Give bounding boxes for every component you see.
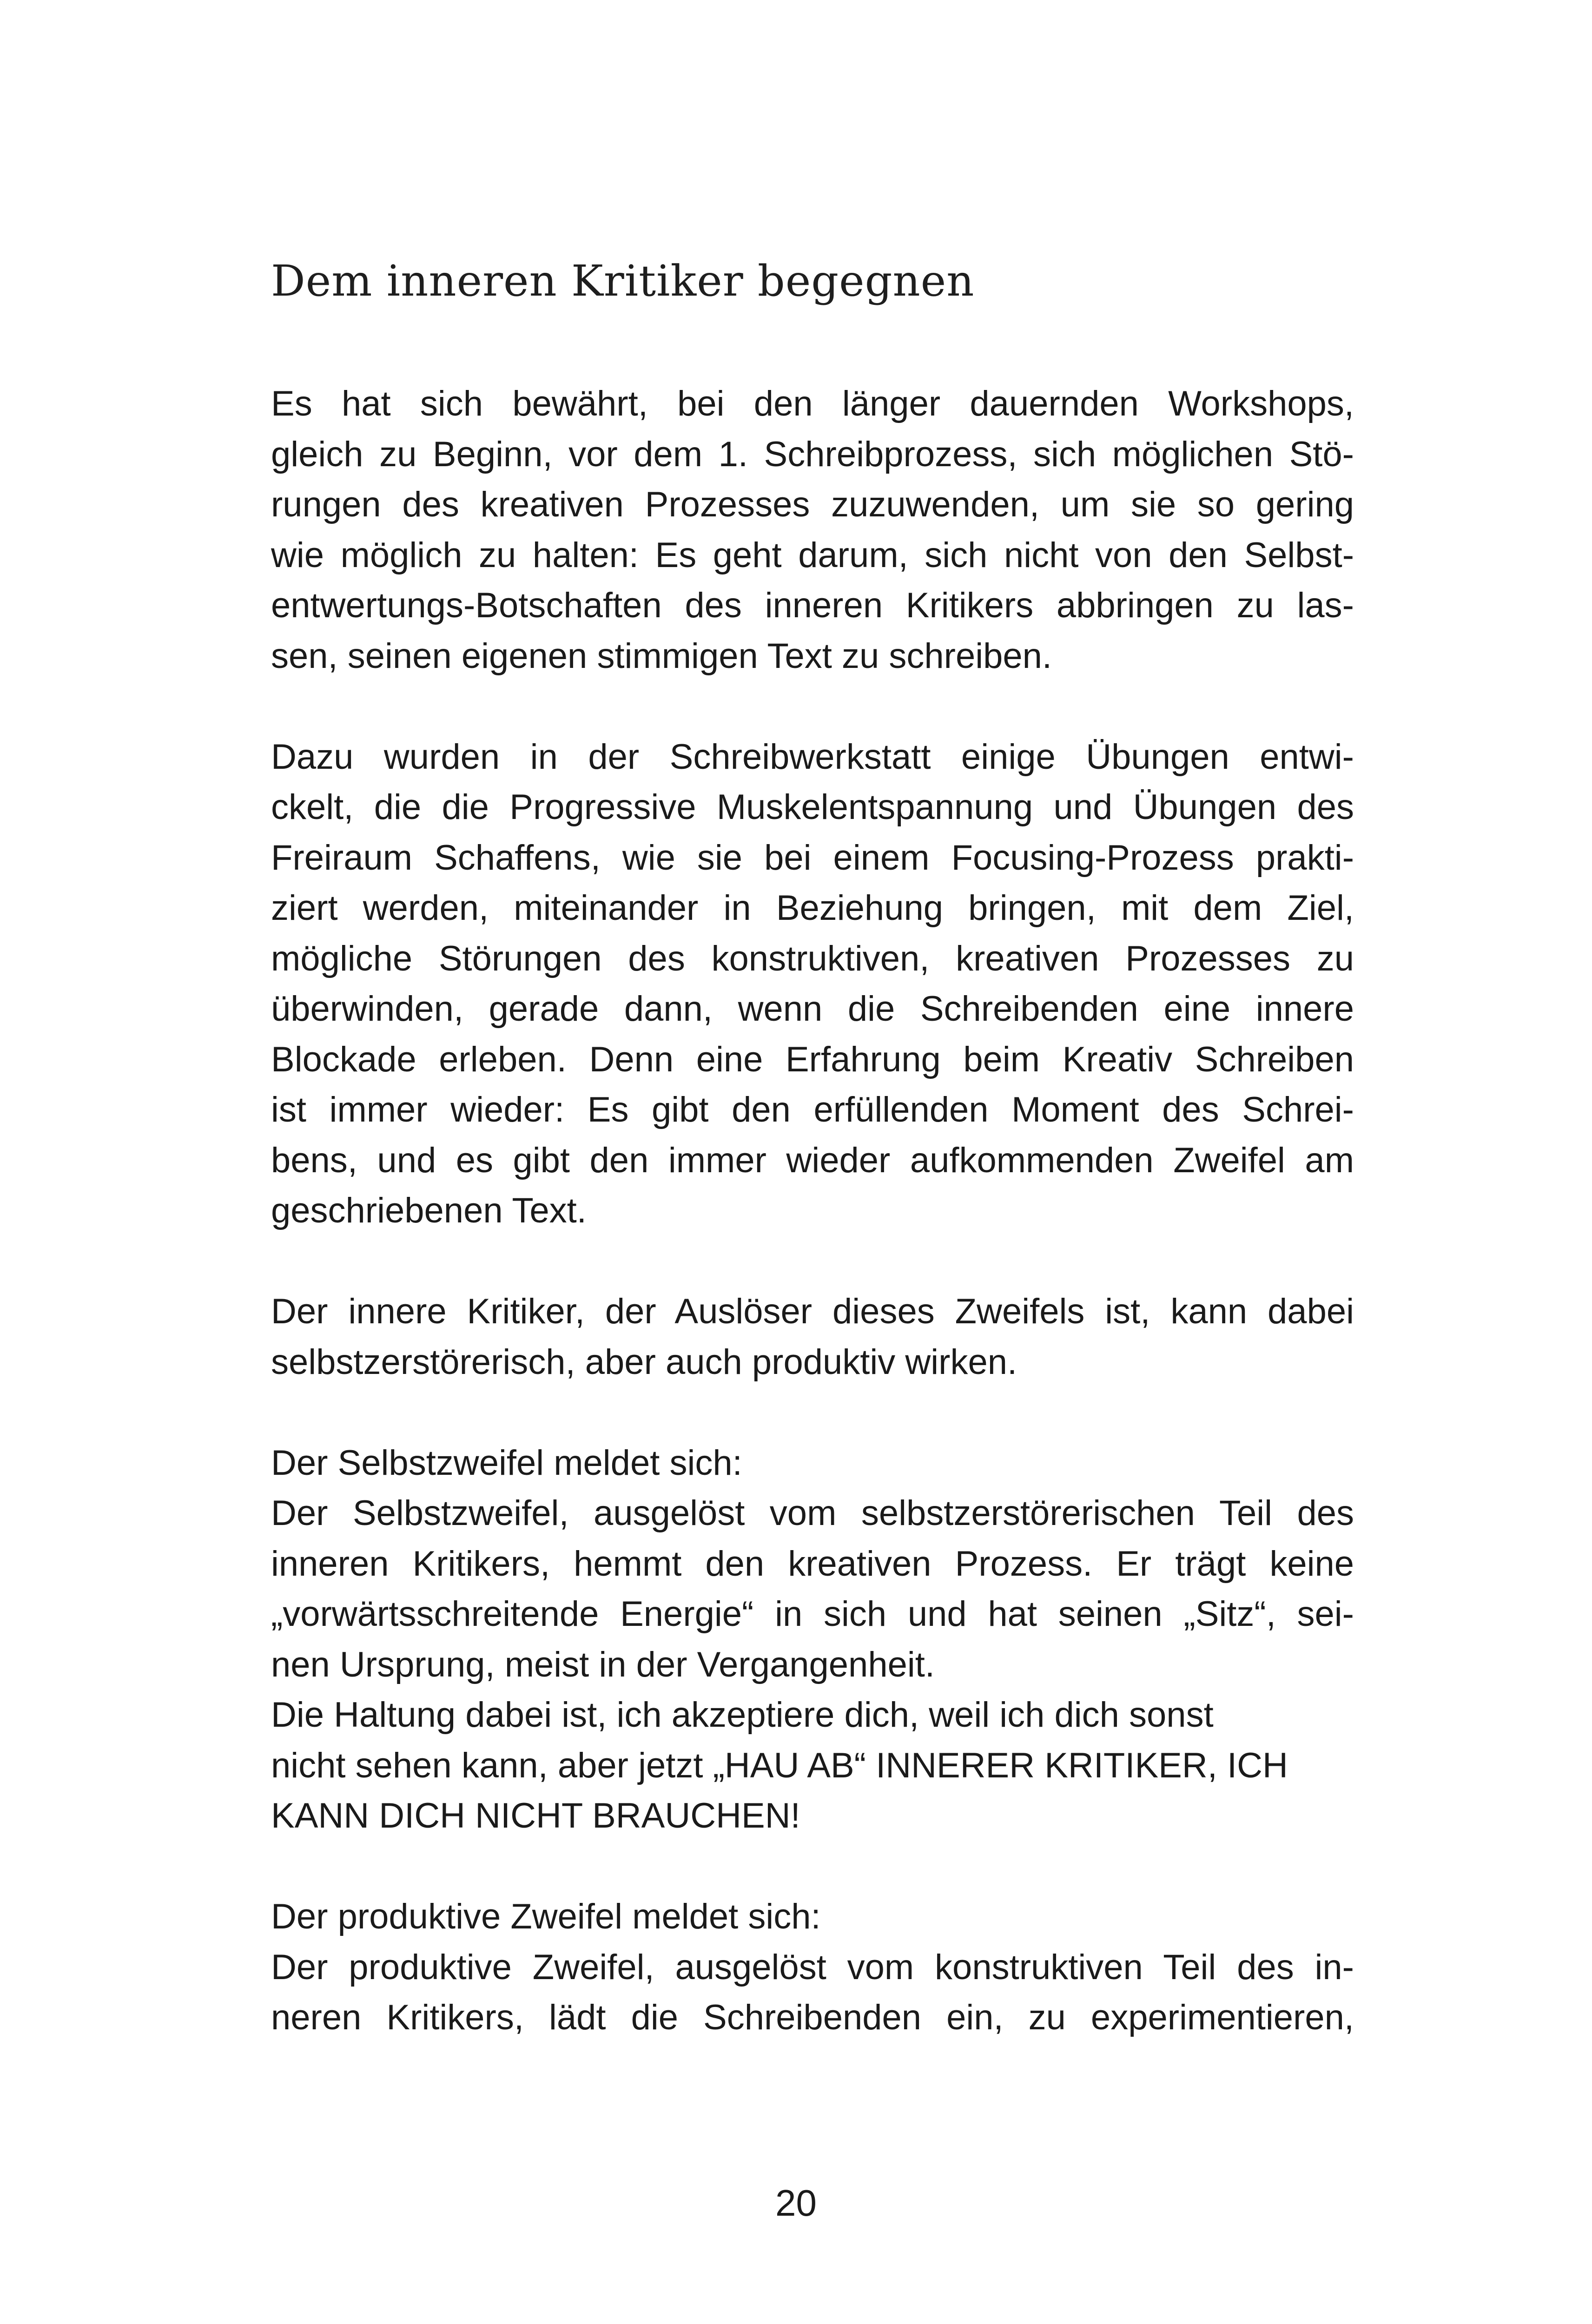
text-line: ziert werden, miteinander in Beziehung bringen, mit dem Ziel, — [271, 888, 1354, 928]
text-line: Der innere Kritiker, der Auslöser dieses Zweifels ist, kann dabei — [271, 1292, 1354, 1331]
text-line: ist immer wieder: Es gibt den erfüllenden Moment des Schrei- — [271, 1090, 1354, 1129]
text-line: Der produktive Zweifel meldet sich: — [271, 1897, 821, 1936]
text-line: überwinden, gerade dann, wenn die Schreibenden eine innere — [271, 989, 1354, 1029]
paragraph-gap — [271, 1236, 1354, 1287]
text-line: Es hat sich bewährt, bei den länger dauernden Workshops, — [271, 384, 1354, 423]
text-line: wie möglich zu halten: Es geht darum, sich nicht von den Selbst- — [271, 535, 1354, 575]
text-line: rungen des kreativen Prozesses zuzuwenden, um sie so gering — [271, 485, 1354, 524]
text-line: gleich zu Beginn, vor dem 1. Schreibprozess, sich möglichen Stö- — [271, 434, 1354, 474]
paragraph-gap — [271, 681, 1354, 732]
text-line: mögliche Störungen des konstruktiven, kreativen Prozesses zu — [271, 938, 1354, 978]
text-line: Der Selbstzweifel meldet sich: — [271, 1443, 742, 1483]
text-line: selbstzerstörerisch, aber auch produktiv wirken. — [271, 1342, 1017, 1382]
text-line: geschriebenen Text. — [271, 1191, 587, 1230]
body-text — [271, 379, 1354, 2043]
text-line: bens, und es gibt den immer wieder aufkommenden Zweifel am — [271, 1140, 1354, 1180]
text-line: ckelt, die die Progressive Muskelentspannung und Übungen des — [271, 787, 1354, 827]
text-line: nicht sehen kann, aber jetzt „HAU AB“ INNERER KRITIKER, ICH — [271, 1745, 1288, 1785]
text-line: Dazu wurden in der Schreibwerkstatt einige Übungen entwi- — [271, 737, 1354, 777]
text-line: inneren Kritikers, hemmt den kreativen Prozess. Er trägt keine — [271, 1544, 1354, 1584]
paragraph-gap — [271, 1387, 1354, 1438]
text-line: „vorwärtsschreitende Energie“ in sich und hat seinen „Sitz“, sei- — [271, 1594, 1354, 1634]
text-line: Die Haltung dabei ist, ich akzeptiere dich, weil ich dich sonst — [271, 1695, 1214, 1735]
text-line: Blockade erleben. Denn eine Erfahrung beim Kreativ Schreiben — [271, 1039, 1354, 1079]
text-line: Der produktive Zweifel, ausgelöst vom konstruktiven Teil des in- — [271, 1947, 1354, 1987]
text-line: Freiraum Schaffens, wie sie bei einem Focusing-Prozess prakti- — [271, 838, 1354, 878]
page-number: 20 — [775, 2182, 817, 2224]
section-heading: Dem inneren Kritiker begegnen — [271, 256, 975, 306]
text-line: Der Selbstzweifel, ausgelöst vom selbstzerstörerischen Teil des — [271, 1493, 1354, 1533]
paragraph-gap — [271, 1842, 1354, 1892]
text-line: sen, seinen eigenen stimmigen Text zu schreiben. — [271, 636, 1052, 676]
text-line: nen Ursprung, meist in der Vergangenheit. — [271, 1644, 935, 1684]
text-line: neren Kritikers, lädt die Schreibenden ein, zu experimentieren, — [271, 1998, 1354, 2037]
text-line: KANN DICH NICHT BRAUCHEN! — [271, 1796, 800, 1835]
text-line: entwertungs-Botschaften des inneren Kritikers abbringen zu las- — [271, 586, 1354, 625]
